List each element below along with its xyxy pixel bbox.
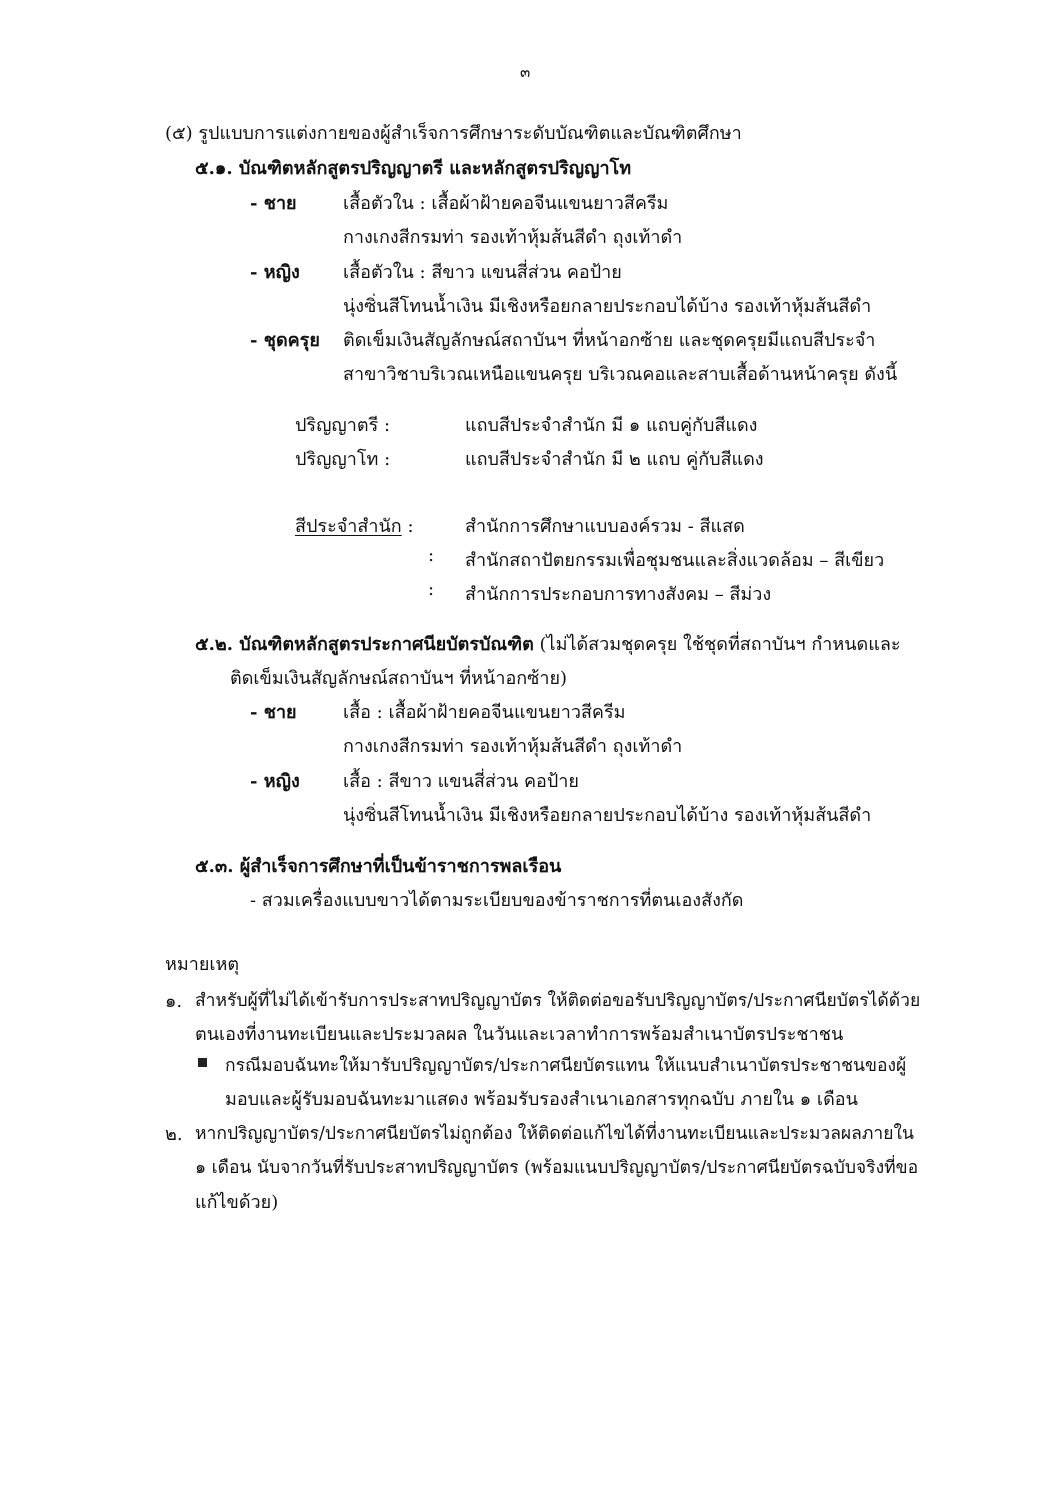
page-number: ๓ xyxy=(520,63,531,81)
remark-2-line2: ๑ เดือน นับจากวันที่รับประสาทปริญญาบัตร (พร้อมแนบปริญญาบัตร/ประกาศนียบัตรฉบับจริงที่ขอ xyxy=(195,1158,919,1178)
bachelor-label: ปริญญาตรี : xyxy=(295,415,391,436)
s52-male-line2: กางเกงสีกรมท่า รองเท้าหุ้มส้นสีดำ ถุงเท้าดำ xyxy=(343,736,683,757)
s52-note-line2: ติดเข็มเงินสัญลักษณ์สถาบันฯ ที่หน้าอกซ้าย) xyxy=(230,668,568,689)
s51-female-line2: นุ่งซิ่นสีโทนน้ำเงิน มีเชิงหรือยกลายประกอบได้บ้าง รองเท้าหุ้มส้นสีดำ xyxy=(343,296,872,317)
office-1: สำนักการศึกษาแบบองค์รวม - สีแสด xyxy=(465,516,745,537)
remark-2-line3: แก้ไขด้วย) xyxy=(195,1192,279,1213)
s52-note-line1: (ไม่ได้สวมชุดครุย ใช้ชุดที่สถาบันฯ กำหนดและ xyxy=(539,634,901,655)
remark-2-number: ๒. xyxy=(165,1124,183,1145)
s52-male-line1: เสื้อ : เสื้อผ้าฝ้ายคอจีนแขนยาวสีครีม xyxy=(343,702,626,723)
remarks-heading: หมายเหตุ xyxy=(165,954,240,975)
office-2: สำนักสถาปัตยกรรมเพื่อชุมชนและสิ่งแวดล้อม – สีเขียว xyxy=(465,550,885,571)
s52-heading xyxy=(195,629,901,658)
s51-female-label: - หญิง xyxy=(250,262,300,283)
s51-female-line1: เสื้อตัวใน : สีขาว แขนสี่ส่วน คอป้าย xyxy=(343,262,622,283)
s51-male-label: - ชาย xyxy=(250,193,297,214)
remark-2-line1: หากปริญญาบัตร/ประกาศนียบัตรไม่ถูกต้อง ให้ติดต่อแก้ไขได้ที่งานทะเบียนและประมวลผลภายใน xyxy=(195,1124,915,1144)
s52-female-line2: นุ่งซิ่นสีโทนน้ำเงิน มีเชิงหรือยกลายประกอบได้บ้าง รองเท้าหุ้มส้นสีดำ xyxy=(343,805,872,826)
office-3: สำนักการประกอบการทางสังคม – สีม่วง xyxy=(465,584,772,605)
office-color-colon: : xyxy=(407,516,414,537)
s52-title: ๕.๒. บัณฑิตหลักสูตรประกาศนียบัตรบัณฑิต xyxy=(195,634,534,655)
bachelor-value: แถบสีประจำสำนัก มี ๑ แถบคู่กับสีแดง xyxy=(465,415,758,436)
master-label: ปริญญาโท : xyxy=(295,449,391,470)
s51-male-line2: กางเกงสีกรมท่า รองเท้าหุ้มส้นสีดำ ถุงเท้าดำ xyxy=(343,227,683,248)
s51-gown-line2: สาขาวิชาบริเวณเหนือแขนครุย บริเวณคอและสาบเสื้อด้านหน้าครุย ดังนี้ xyxy=(343,364,898,385)
s51-gown-line1: ติดเข็มเงินสัญลักษณ์สถาบันฯ ที่หน้าอกซ้าย และชุดครุยมีแถบสีประจำ xyxy=(343,330,876,351)
remark-1-number: ๑. xyxy=(165,991,183,1012)
square-bullet-icon xyxy=(198,1058,207,1067)
master-value: แถบสีประจำสำนัก มี ๒ แถบ คู่กับสีแดง xyxy=(465,449,764,470)
section-title: (๕) รูปแบบการแต่งกายของผู้สำเร็จการศึกษาระดับบัณฑิตและบัณฑิตศึกษา xyxy=(165,123,742,144)
remark-1-line2: ตนเองที่งานทะเบียนและประมวลผล ในวันและเวลาทำการพร้อมสำเนาบัตรประชาชน xyxy=(195,1024,844,1045)
s53-line1: - สวมเครื่องแบบขาวได้ตามระเบียบของข้าราชการที่ตนเองสังกัด xyxy=(250,890,744,911)
remark-1-sub-line2: มอบและผู้รับมอบฉันทะมาแสดง พร้อมรับรองสำเนาเอกสารทุกฉบับ ภายใน ๑ เดือน xyxy=(225,1089,858,1110)
remark-1-line1: สำหรับผู้ที่ไม่ได้เข้ารับการประสาทปริญญาบัตร ให้ติดต่อขอรับปริญญาบัตร/ประกาศนียบัตรได้ด้วย xyxy=(195,991,921,1011)
s51-male-line1: เสื้อตัวใน : เสื้อผ้าฝ้ายคอจีนแขนยาวสีครีม xyxy=(343,193,669,214)
s52-female-label: - หญิง xyxy=(250,771,300,792)
office-color-heading xyxy=(295,511,414,540)
office-color-label: สีประจำสำนัก xyxy=(295,516,402,537)
office-2-colon: : xyxy=(428,545,435,566)
s51-title: ๕.๑. บัณฑิตหลักสูตรปริญญาตรี และหลักสูตรปริญญาโท xyxy=(195,158,632,179)
remark-1-sub-line1: กรณีมอบฉันทะให้มารับปริญญาบัตร/ประกาศนียบัตรแทน ให้แนบสำเนาบัตรประชาชนของผู้ xyxy=(225,1056,907,1076)
office-3-colon: : xyxy=(428,579,435,600)
s51-gown-label: - ชุดครุย xyxy=(250,330,320,351)
s53-title: ๕.๓. ผู้สำเร็จการศึกษาที่เป็นข้าราชการพลเรือน xyxy=(195,856,562,877)
s52-female-line1: เสื้อ : สีขาว แขนสี่ส่วน คอป้าย xyxy=(343,771,579,792)
s52-male-label: - ชาย xyxy=(250,702,297,723)
